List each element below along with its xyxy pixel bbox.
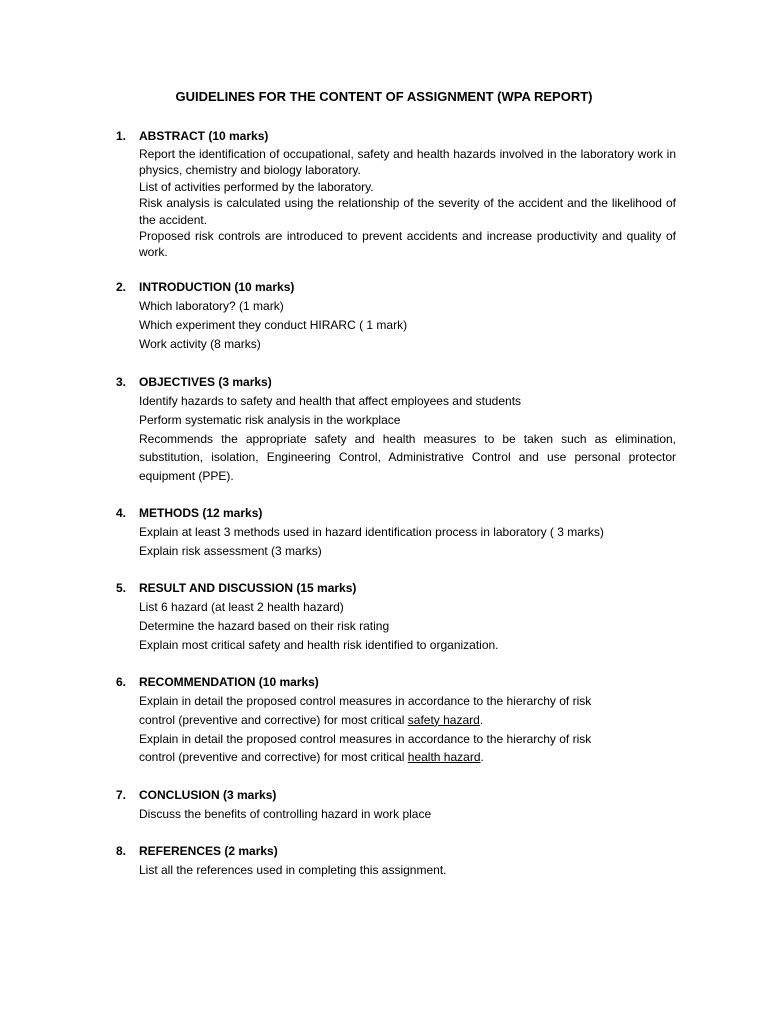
paragraph: Risk analysis is calculated using the relationship of the severity of the accident and the likelihood of the accident. (139, 196, 676, 227)
section-number: 3. (116, 375, 127, 389)
section-heading: METHODS (12 marks) (139, 506, 263, 520)
section-heading: OBJECTIVES (3 marks) (139, 375, 272, 389)
paragraph: Determine the hazard based on their risk rating (139, 618, 390, 633)
section-number: 6. (116, 675, 127, 689)
text-run: control (preventive and corrective) for most critical (139, 750, 408, 765)
section-body (139, 805, 676, 824)
section-heading: RESULT AND DISCUSSION (15 marks) (139, 581, 357, 595)
paragraph: Explain risk assessment (3 marks) (139, 543, 322, 558)
paragraph: Work activity (8 marks) (139, 336, 261, 351)
paragraph: Explain at least 3 methods used in hazard identification process in laboratory ( 3 marks) (139, 525, 604, 539)
paragraph: Perform systematic risk analysis in the workplace (139, 412, 401, 427)
paragraph-underlined-line (139, 711, 676, 730)
text-run: . (479, 712, 484, 727)
text-run: . (480, 750, 484, 765)
paragraph: List 6 hazard (at least 2 health hazard) (139, 600, 344, 614)
section-body (139, 523, 676, 561)
paragraph: Discuss the benefits of controlling hazard in work place (139, 807, 432, 821)
paragraph: Identify hazards to safety and health that affect employees and students (139, 394, 522, 408)
paragraph: List all the references used in completing this assignment. (139, 863, 447, 877)
paragraph: Proposed risk controls are introduced to prevent accidents and increase productivity and quality of work. (139, 229, 676, 260)
section-body (139, 297, 676, 353)
section-body (139, 392, 676, 486)
section-body (139, 598, 676, 654)
paragraph: List of activities performed by the laboratory. (139, 179, 374, 194)
paragraph: Explain in detail the proposed control measures in accordance to the hierarchy of risk (139, 694, 592, 708)
paragraph-underlined-line (139, 748, 676, 767)
section-number: 1. (116, 129, 127, 143)
paragraph: Explain in detail the proposed control measures in accordance to the hierarchy of risk (139, 731, 592, 746)
paragraph: Which experiment they conduct HIRARC ( 1 mark) (139, 317, 408, 332)
paragraph: Explain most critical safety and health risk identified to organization. (139, 637, 499, 652)
document-title: GUIDELINES FOR THE CONTENT OF ASSIGNMENT (WPA REPORT) (175, 89, 593, 104)
paragraph: Report the identification of occupational, safety and health hazards involved in the laboratory work in physics, chemistry and biology laboratory. (139, 147, 676, 178)
section-number: 4. (116, 506, 127, 520)
section-heading: CONCLUSION (3 marks) (139, 788, 277, 802)
underlined-term-safety-hazard: safety hazard (407, 712, 480, 727)
section-body (139, 692, 676, 767)
section-number: 5. (116, 581, 127, 595)
section-number: 8. (116, 844, 127, 858)
section-heading: ABSTRACT (10 marks) (139, 129, 269, 143)
section-heading: REFERENCES (2 marks) (139, 844, 278, 858)
section-heading: RECOMMENDATION (10 marks) (139, 675, 319, 689)
paragraph: Recommends the appropriate safety and health measures to be taken such as elimination, substitution, isolation, Engineering Control, Administrative Control and use personal protector equipment (PPE). (139, 431, 676, 484)
paragraph: Which laboratory? (1 mark) (139, 299, 284, 313)
section-number: 2. (116, 280, 127, 294)
section-number: 7. (116, 788, 127, 802)
section-heading: INTRODUCTION (10 marks) (139, 280, 295, 294)
section-body (139, 146, 676, 261)
underlined-term-health-hazard: health hazard (407, 750, 481, 765)
section-body (139, 861, 676, 880)
text-run: control (preventive and corrective) for most critical (139, 712, 408, 727)
